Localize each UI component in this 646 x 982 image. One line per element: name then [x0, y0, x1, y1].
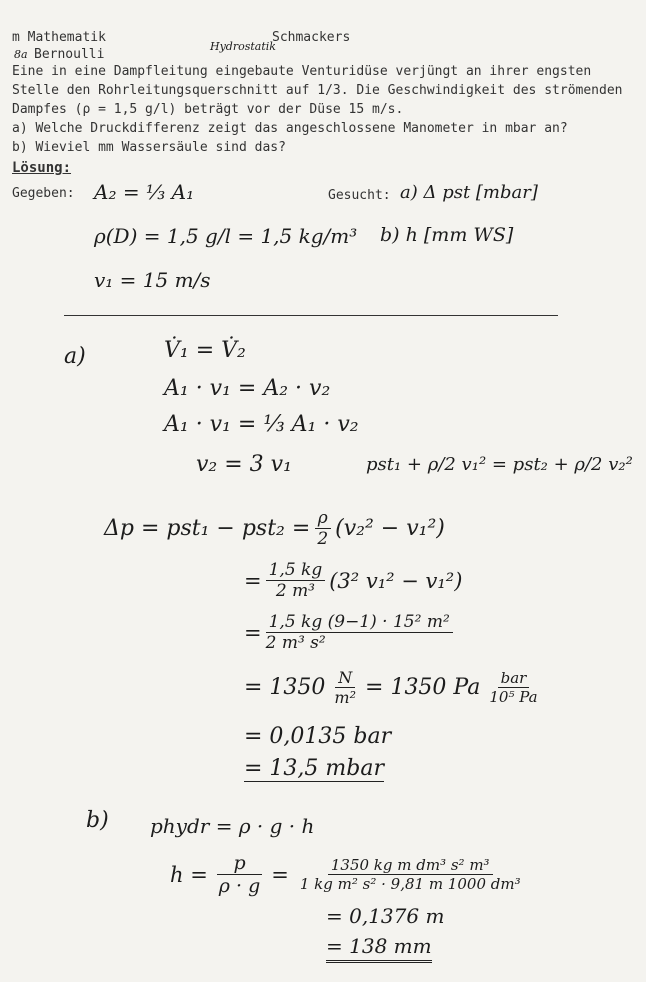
bernoulli-equation: pst₁ + ρ/2 v₁² = pst₂ + ρ/2 v₂² [366, 454, 633, 475]
problem-line: b) Wieviel mm Wassersäule sind das? [12, 140, 286, 155]
step3-left: = 1350 [244, 675, 326, 700]
part-b-label: b) [86, 808, 109, 833]
fraction-numerator: p [217, 852, 261, 875]
step1-fraction [266, 560, 326, 601]
given-area: A₂ = ⅓ A₁ [94, 180, 195, 204]
height-fraction [216, 852, 263, 897]
fraction-numerator: 1350 kg m dm³ s² m³ [328, 856, 493, 875]
delta-p-left: Δp = pst₁ − pst₂ = [104, 516, 311, 541]
equals-sign: = [244, 568, 262, 593]
delta-p-step2 [244, 612, 453, 653]
given-velocity: v₁ = 15 m/s [94, 268, 211, 292]
delta-p-right: (v₂² − v₁²) [335, 516, 445, 541]
problem-line: Dampfes (ρ = 1,5 g/l) beträgt vor der Düse 15 m/s. [12, 102, 404, 117]
hydrostatic-formula: phydr = ρ · g · h [150, 814, 315, 838]
sought-a: a) Δ pst [mbar] [400, 182, 538, 203]
continuity-equation: A₁ · v₁ = A₂ · v₂ [164, 376, 331, 401]
step1-rest: (3² v₁² − v₁²) [329, 568, 463, 593]
flow-equation: V̇₁ = V̇₂ [164, 338, 246, 363]
continuity-substituted: A₁ · v₁ = ⅓ A₁ · v₂ [164, 412, 359, 437]
problem-line: Stelle den Rohrleitungsquerschnitt auf 1/3. Die Geschwindigkeit des strömenden [12, 83, 623, 98]
delta-p-step1 [244, 560, 462, 601]
fraction-denominator: ρ · g [218, 875, 261, 897]
height-left: h = [170, 862, 208, 887]
fraction-numerator: bar [498, 669, 530, 688]
divider-line [64, 315, 558, 316]
given-density: ρ(D) = 1,5 g/l = 1,5 kg/m³ [94, 224, 358, 248]
fraction-denominator: 2 m³ [275, 581, 315, 601]
step2-fraction [266, 612, 453, 653]
author-label: Schmackers [272, 30, 351, 45]
sought-b: b) h [mm WS] [380, 224, 514, 246]
delta-p-step3 [244, 668, 541, 707]
height-meters: = 0,1376 m [326, 904, 445, 928]
topic-label: Bernoulli [34, 47, 105, 62]
equals-sign: = [244, 620, 262, 645]
problem-line: a) Welche Druckdifferenz zeigt das angeschlossene Manometer in mbar an? [12, 121, 568, 136]
fraction-denominator: m² [334, 688, 357, 707]
height-calc-fraction [297, 856, 524, 893]
equals-sign: = [271, 862, 289, 887]
fraction-denominator: 2 m³ s² [265, 633, 326, 653]
given-label: Gegeben: [12, 186, 75, 201]
problem-line: Eine in eine Dampfleitung eingebaute Venturidüse verjüngt an ihrer engsten [12, 64, 592, 79]
fraction-numerator: N [335, 668, 355, 688]
sought-label: Gesucht: [328, 188, 391, 203]
topic-annotation: Hydrostatik [210, 40, 276, 53]
fraction-numerator: 1,5 kg [266, 560, 326, 581]
fraction-denominator: 1 kg m² s² · 9,81 m 1000 dm³ [299, 875, 521, 893]
conversion-fraction [486, 669, 540, 706]
solution-heading: Lösung: [12, 160, 72, 176]
velocity-ratio: v₂ = 3 v₁ [196, 452, 292, 477]
step3-mid: = 1350 Pa [365, 675, 481, 700]
fraction-numerator: ρ [315, 508, 331, 529]
subject-label: m Mathematik [12, 30, 106, 45]
fraction-denominator: 10⁵ Pa [489, 688, 538, 706]
height-result: = 138 mm [326, 934, 432, 963]
delta-p-result: = 13,5 mbar [244, 756, 384, 781]
unit-fraction [331, 668, 359, 707]
problem-statement [12, 62, 638, 157]
fraction-denominator: 2 [317, 529, 329, 549]
delta-p-bar: = 0,0135 bar [244, 724, 392, 749]
part-a-label: a) [64, 344, 86, 369]
fraction-numerator: 1,5 kg (9−1) · 15² m² [266, 612, 453, 633]
delta-p-fraction [314, 508, 331, 549]
topic-prefix: 8a [14, 48, 28, 61]
delta-p-equation [104, 508, 445, 549]
height-equation [170, 852, 524, 897]
